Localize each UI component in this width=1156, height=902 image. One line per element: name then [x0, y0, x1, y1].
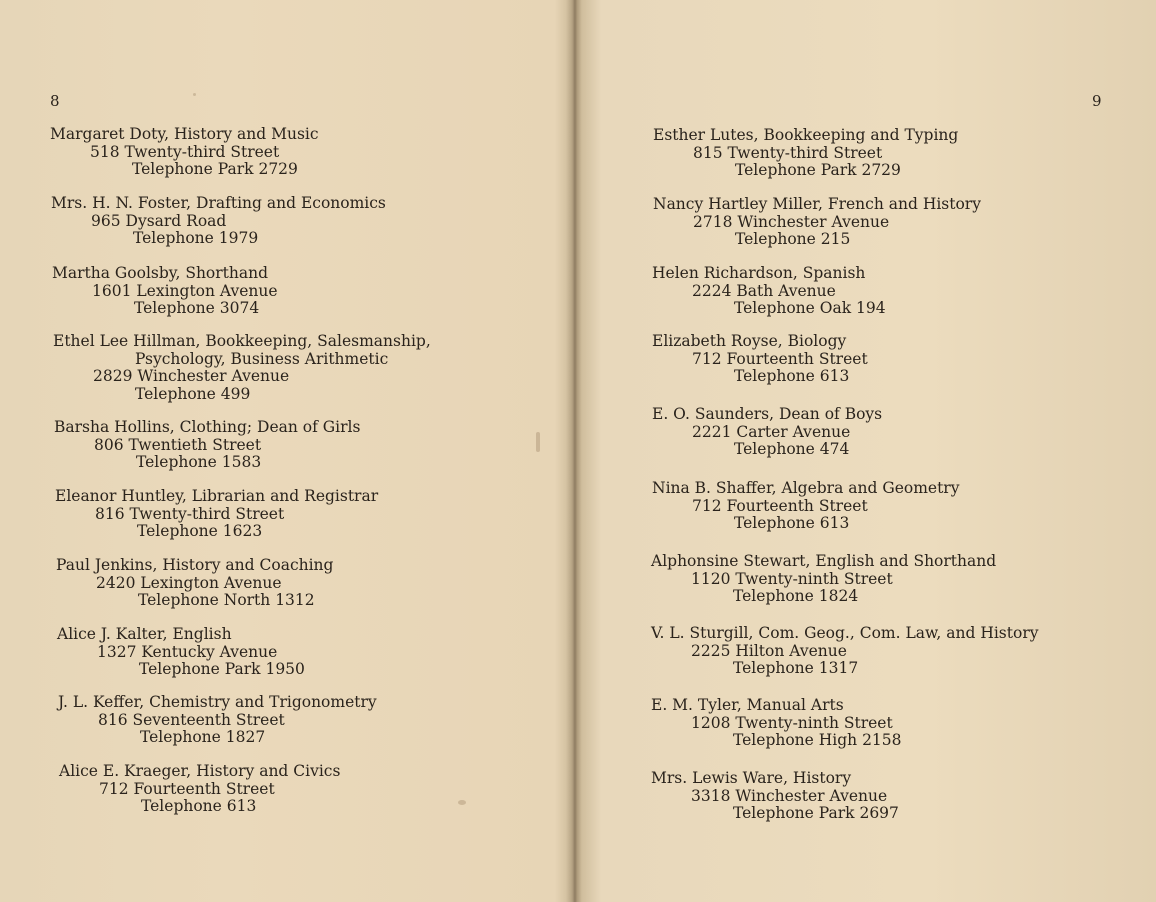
entry-name: Alice E. Kraeger, History and Civics [59, 762, 341, 780]
entry-phone: Telephone 1979 [133, 229, 259, 247]
entry-address: 712 Fourteenth Street [99, 779, 275, 798]
entry-name: Paul Jenkins, History and Coaching [56, 556, 334, 574]
entry-name-continued: Psychology, Business Arithmetic [135, 349, 389, 368]
entry-phone: Telephone 1824 [733, 587, 859, 605]
directory-entry [652, 265, 886, 318]
entry-name: Eleanor Huntley, Librarian and Registrar [55, 487, 379, 505]
entry-phone: Telephone 1583 [136, 453, 262, 471]
directory-entry [653, 127, 958, 180]
entry-address: 2420 Lexington Avenue [96, 573, 282, 592]
entry-phone: Telephone 3074 [134, 299, 260, 317]
directory-entry [651, 697, 902, 750]
entry-phone: Telephone 474 [734, 440, 850, 458]
entry-address: 816 Twenty-third Street [95, 504, 285, 523]
entry-address: 2718 Winchester Avenue [693, 212, 890, 231]
entry-phone: Telephone Park 2729 [735, 161, 901, 179]
entry-name: J. L. Keffer, Chemistry and Trigonometry [58, 693, 377, 711]
page-number: 8 [50, 92, 61, 110]
entry-name: Ethel Lee Hillman, Bookkeeping, Salesmanship, [53, 332, 431, 350]
entry-phone: Telephone Park 1950 [139, 660, 305, 678]
entry-phone: Telephone 1827 [140, 728, 266, 746]
entry-address: 2225 Hilton Avenue [691, 641, 847, 660]
entry-name: Nancy Hartley Miller, French and History [653, 195, 981, 213]
directory-entry [653, 196, 981, 249]
directory-entry [58, 694, 377, 747]
entry-name: Elizabeth Royse, Biology [652, 332, 847, 350]
entry-phone: Telephone High 2158 [733, 731, 902, 749]
directory-entry [50, 126, 319, 179]
directory-entry [57, 626, 305, 679]
directory-entry [56, 557, 333, 610]
entry-phone: Telephone 613 [734, 367, 850, 385]
entry-address: 1208 Twenty-ninth Street [691, 713, 893, 732]
entry-address: 712 Fourteenth Street [692, 496, 868, 515]
entry-name: Mrs. H. N. Foster, Drafting and Economics [51, 194, 386, 212]
directory-entry [54, 419, 360, 472]
entry-address: 1601 Lexington Avenue [92, 281, 278, 300]
entry-address: 2221 Carter Avenue [692, 422, 851, 441]
entry-address: 3318 Winchester Avenue [691, 786, 888, 805]
entry-phone: Telephone 1623 [137, 522, 263, 540]
directory-entry [51, 195, 386, 248]
entry-name: Nina B. Shaffer, Algebra and Geometry [652, 479, 960, 497]
left-page [0, 0, 575, 902]
directory-entry [59, 763, 340, 816]
entry-address: 815 Twenty-third Street [693, 143, 883, 162]
entry-phone: Telephone 215 [735, 230, 851, 248]
entry-name: Alphonsine Stewart, English and Shorthand [651, 552, 997, 570]
entry-name: V. L. Sturgill, Com. Geog., Com. Law, and History [651, 624, 1039, 642]
directory-entry [652, 480, 959, 533]
entry-phone: Telephone Oak 194 [734, 299, 886, 317]
entry-phone: Telephone Park 2729 [132, 160, 298, 178]
directory-entry [651, 770, 899, 823]
entry-phone: Telephone North 1312 [138, 591, 315, 609]
entry-name: Martha Goolsby, Shorthand [52, 264, 269, 282]
entry-phone: Telephone 613 [734, 514, 850, 532]
entry-phone: Telephone 613 [141, 797, 257, 815]
right-page [578, 0, 1156, 902]
entry-name: Helen Richardson, Spanish [652, 264, 866, 282]
entry-address: 965 Dysard Road [91, 211, 227, 230]
entry-address: 518 Twenty-third Street [90, 142, 280, 161]
entry-address: 712 Fourteenth Street [692, 349, 868, 368]
directory-entry [652, 406, 882, 459]
entry-name: Alice J. Kalter, English [57, 625, 232, 643]
entry-name: Margaret Doty, History and Music [50, 125, 319, 143]
entry-phone: Telephone Park 2697 [733, 804, 899, 822]
entry-address: 1327 Kentucky Avenue [97, 642, 278, 661]
directory-entry [53, 333, 431, 403]
entry-address: 2829 Winchester Avenue [93, 367, 290, 385]
entry-phone: Telephone 1317 [733, 659, 859, 677]
entry-phone: Telephone 499 [135, 384, 251, 403]
entry-name: Mrs. Lewis Ware, History [651, 769, 852, 787]
directory-entry [52, 265, 278, 318]
entry-name: Esther Lutes, Bookkeeping and Typing [653, 126, 959, 144]
entry-address: 2224 Bath Avenue [692, 281, 836, 300]
directory-entry [651, 553, 996, 606]
entry-address: 816 Seventeenth Street [98, 710, 285, 729]
directory-entry [55, 488, 378, 541]
entry-address: 1120 Twenty-ninth Street [691, 569, 893, 588]
entry-name: Barsha Hollins, Clothing; Dean of Girls [54, 418, 361, 436]
entry-name: E. M. Tyler, Manual Arts [651, 696, 844, 714]
page-number: 9 [1091, 92, 1102, 110]
entry-address: 806 Twentieth Street [94, 435, 262, 454]
directory-entry [652, 333, 868, 386]
entry-name: E. O. Saunders, Dean of Boys [652, 405, 883, 423]
directory-entry [651, 625, 1039, 678]
